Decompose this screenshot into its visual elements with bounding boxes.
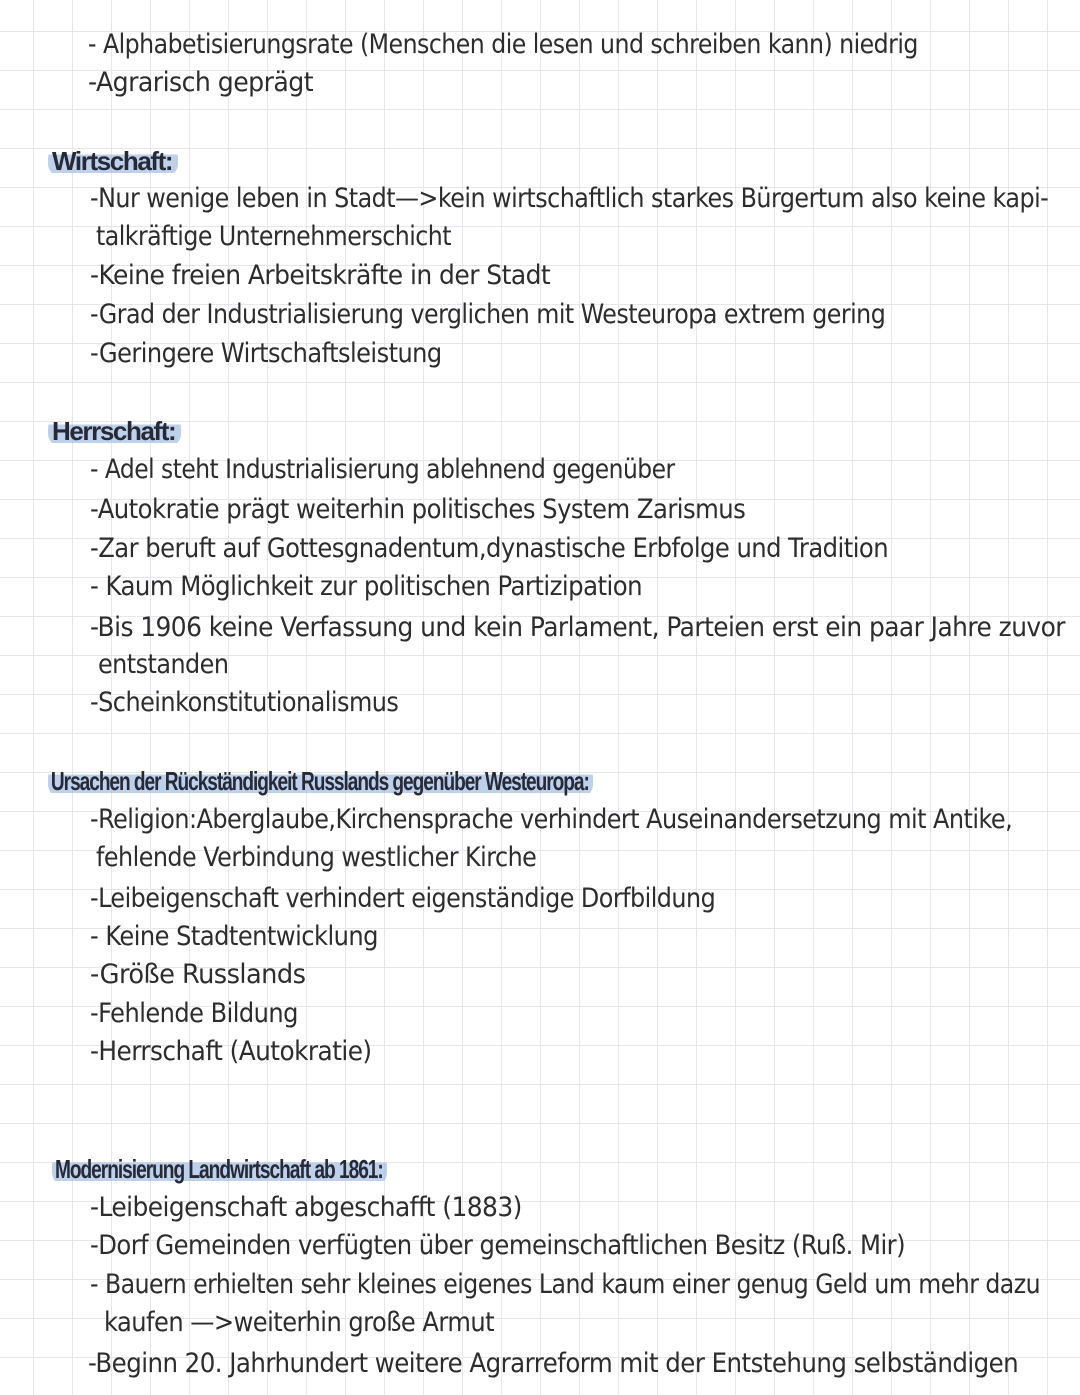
herrschaft-line: -Zar beruft auf Gottesgnadentum,dynastische Erbfolge und Tradition: [90, 533, 889, 564]
ursachen-line: -Religion:Aberglaube,Kirchensprache verhindert Auseinandersetzung mit Antike,: [90, 804, 1013, 835]
section-heading-wirtschaft: [48, 144, 178, 178]
ursachen-line: - Keine Stadtentwicklung: [90, 921, 378, 952]
wirtschaft-line: -Keine freien Arbeitskräfte in der Stadt: [90, 260, 551, 291]
ursachen-line: -Leibeigenschaft verhindert eigenständige Dorfbildung: [90, 883, 716, 914]
heading-highlight: Wirtschaft:: [48, 146, 178, 176]
section-heading-herrschaft: [48, 414, 181, 448]
wirtschaft-line: -Geringere Wirtschaftsleistung: [90, 338, 442, 369]
wirtschaft-line: talkräftige Unternehmerschicht: [96, 221, 451, 252]
herrschaft-line: - Adel steht Industrialisierung ablehnend gegenüber: [90, 454, 675, 485]
modernisierung-line: - Bauern erhielten sehr kleines eigenes Land kaum einer genug Geld um mehr dazu: [90, 1269, 1041, 1300]
ursachen-line: -Fehlende Bildung: [90, 998, 298, 1029]
herrschaft-line: -Scheinkonstitutionalismus: [90, 687, 399, 718]
ursachen-line: -Herrschaft (Autokratie): [90, 1036, 372, 1067]
intro-line: -Agrarisch geprägt: [88, 67, 314, 98]
herrschaft-line: entstanden: [98, 649, 229, 680]
heading-highlight: Ursachen der Rückständigkeit Russlands gegenüber Westeuropa:: [48, 766, 593, 796]
heading-highlight: Modernisierung Landwirtschaft ab 1861:: [52, 1154, 387, 1184]
modernisierung-line: kaufen —>weiterhin große Armut: [104, 1307, 495, 1338]
section-heading-modernisierung: [52, 1152, 387, 1186]
wirtschaft-line: -Grad der Industrialisierung verglichen mit Westeuropa extrem gering: [90, 299, 886, 330]
modernisierung-line: -Beginn 20. Jahrhundert weitere Agrarreform mit der Entstehung selbständigen: [88, 1348, 1019, 1379]
heading-highlight: Herrschaft:: [48, 416, 181, 446]
ursachen-line: fehlende Verbindung westlicher Kirche: [96, 842, 537, 873]
section-heading-ursachen: [48, 764, 593, 798]
herrschaft-line: - Kaum Möglichkeit zur politischen Partizipation: [90, 571, 643, 602]
ursachen-line: -Größe Russlands: [90, 959, 306, 990]
wirtschaft-line: -Nur wenige leben in Stadt—>kein wirtschaftlich starkes Bürgertum also keine kapi-: [90, 183, 1049, 214]
herrschaft-line: -Bis 1906 keine Verfassung und kein Parlament, Parteien erst ein paar Jahre zuvor: [90, 612, 1066, 643]
intro-line: - Alphabetisierungsrate (Menschen die lesen und schreiben kann) niedrig: [88, 29, 918, 60]
herrschaft-line: -Autokratie prägt weiterhin politisches System Zarismus: [90, 494, 746, 525]
modernisierung-line: -Dorf Gemeinden verfügten über gemeinschaftlichen Besitz (Ruß. Mir): [90, 1230, 906, 1261]
modernisierung-line: -Leibeigenschaft abgeschafft (1883): [90, 1192, 522, 1223]
